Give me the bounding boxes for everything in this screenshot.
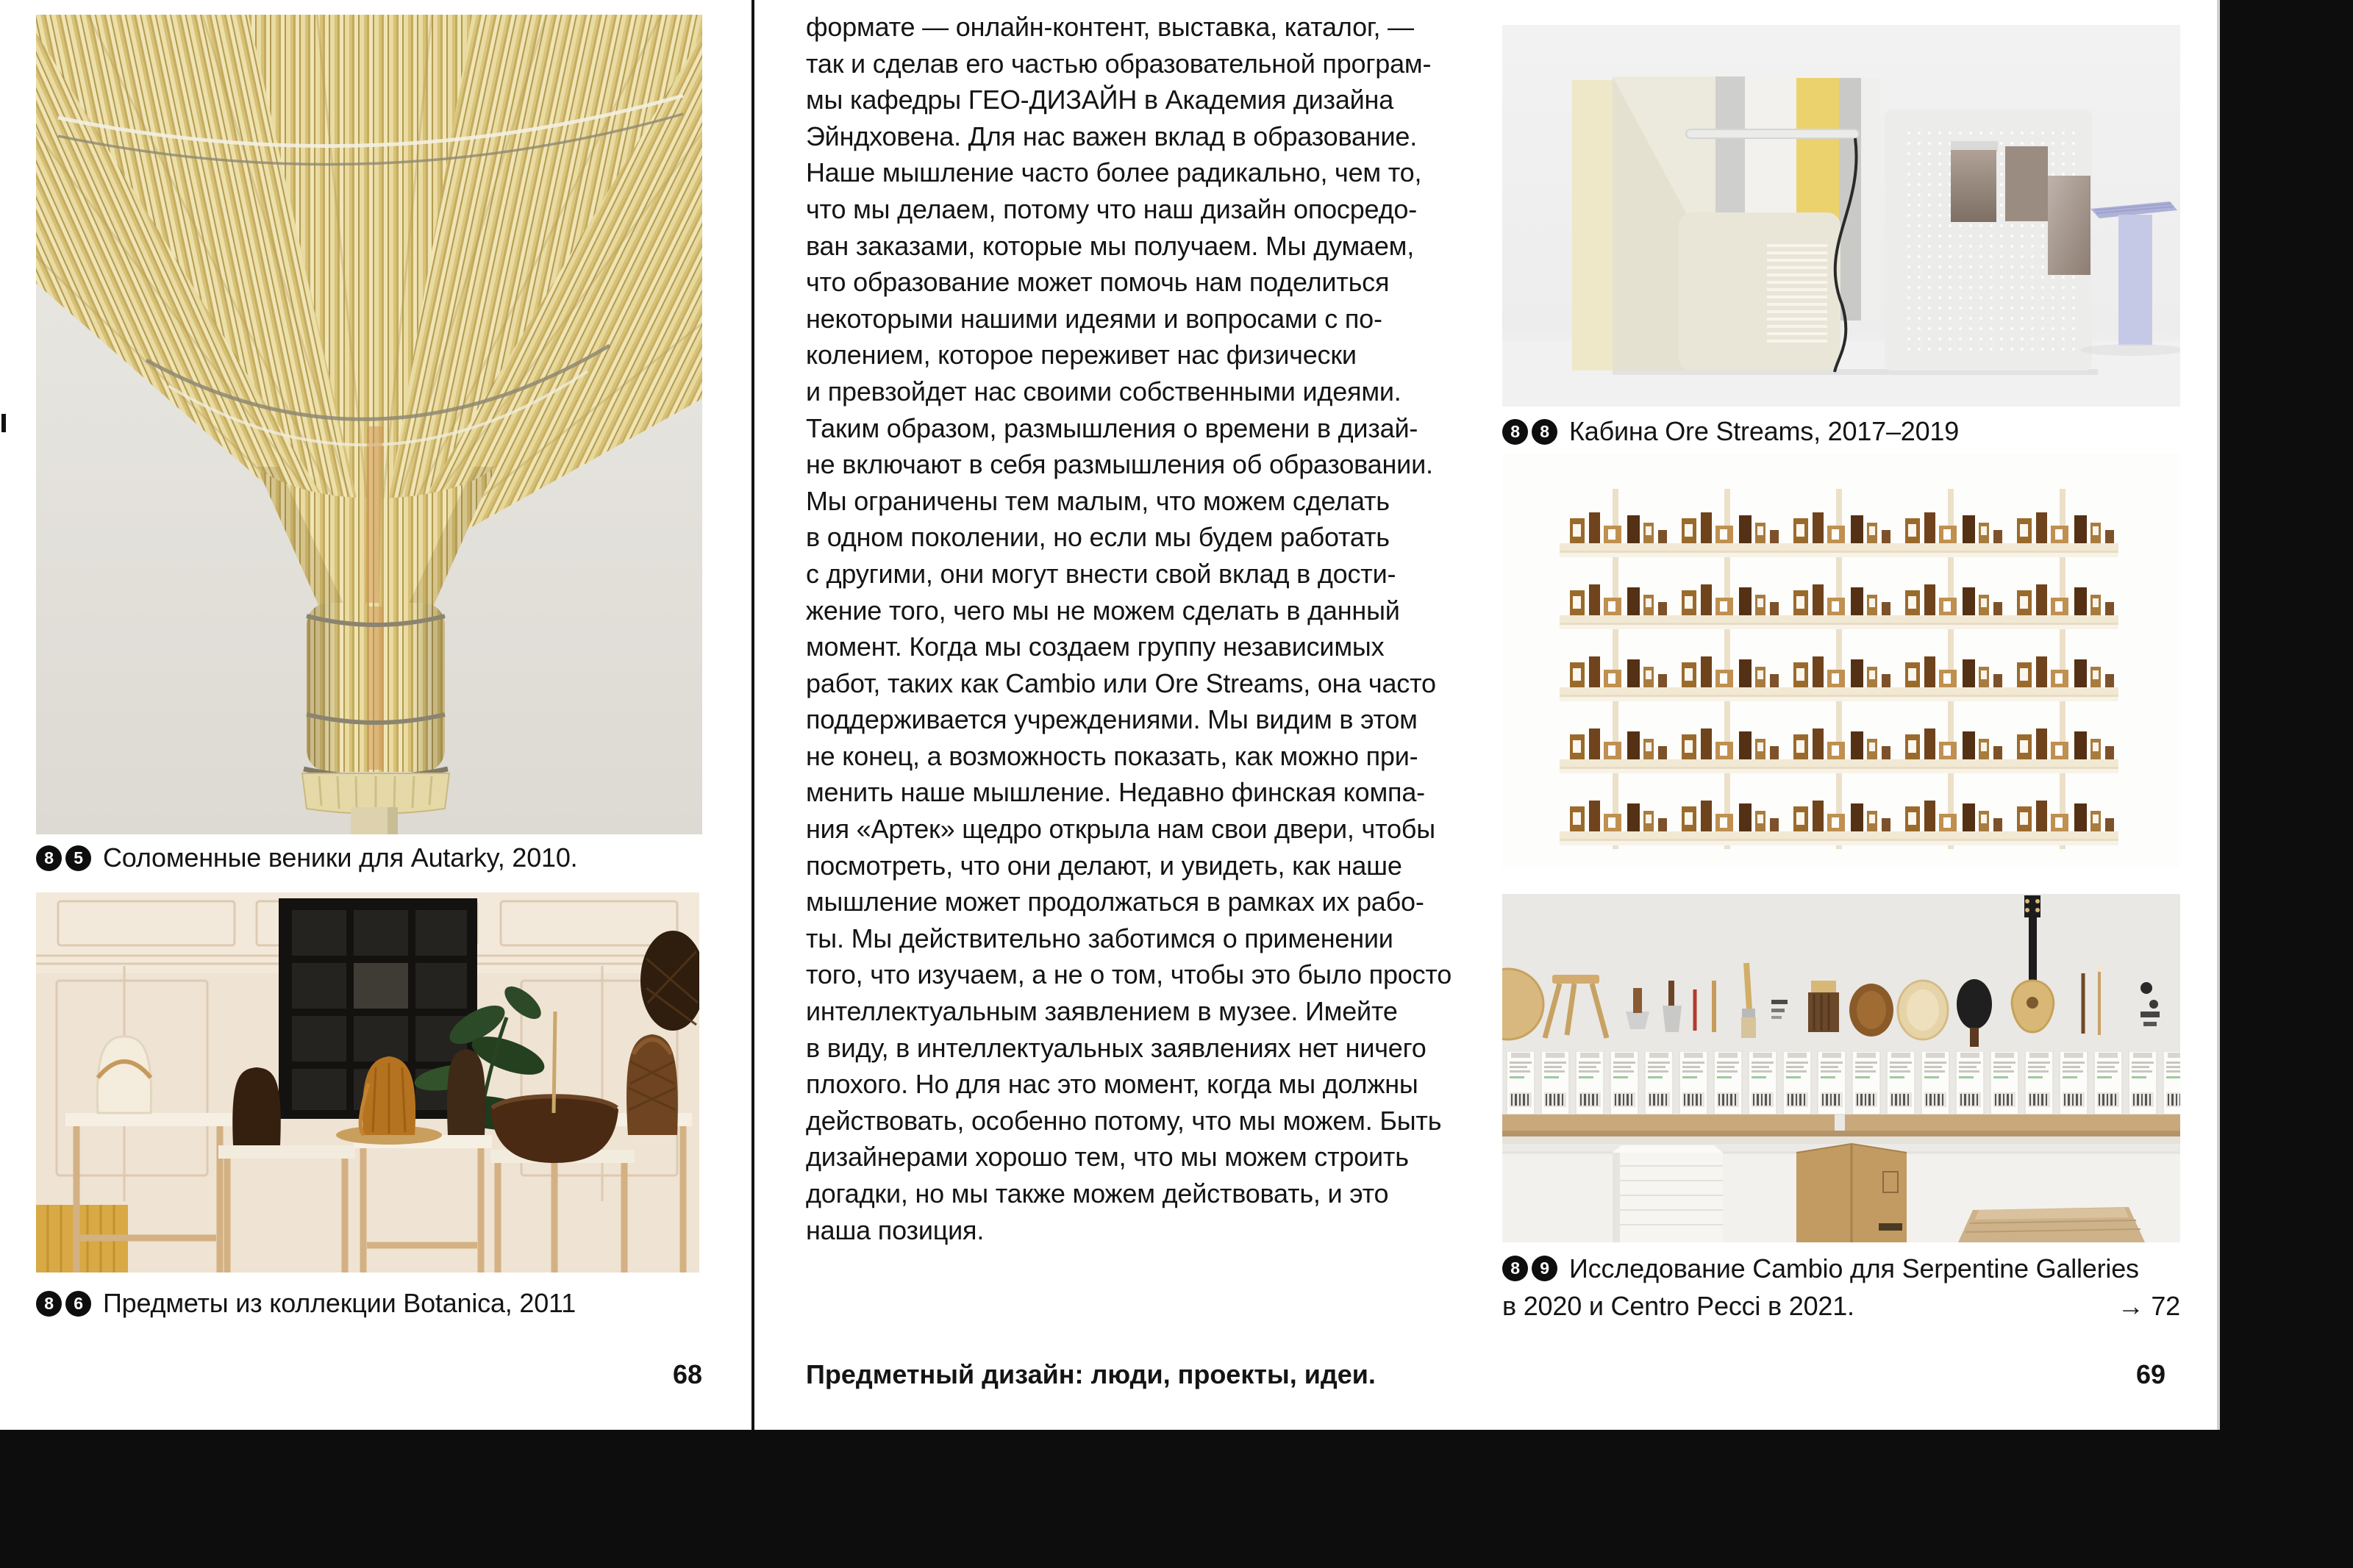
caption-text: Предметы из коллекции Botanica, 2011 — [103, 1288, 576, 1318]
paragraph-line: Эйндховена. Для нас важен вклад в образование. — [806, 121, 1418, 151]
caption-text: Исследование Cambio для Serpentine Galleries — [1569, 1253, 2139, 1284]
paragraph-line: догадки, но мы также можем действовать, и это — [806, 1178, 1389, 1209]
figure-broom-photo — [36, 15, 702, 834]
page-number-right: 69 — [2135, 1359, 2165, 1389]
mars-photo — [2048, 176, 2090, 275]
paragraph-line: менить наше мышление. Недавно финская компа- — [806, 777, 1425, 808]
cardboard-sheet-stack — [1958, 1207, 2145, 1242]
paragraph-line: жение того, чего мы не можем сделать в данный — [806, 595, 1400, 626]
paragraph-line: с другими, они могут внести свой вклад в дости- — [806, 558, 1396, 589]
page-gutter-rule — [751, 0, 754, 1430]
paragraph-line: действовать, особенно потому, что мы можем. Быть — [806, 1105, 1442, 1136]
right-trim-bar — [2220, 0, 2353, 1568]
caption-number-badge: 8 9 — [1502, 1256, 1557, 1281]
paragraph-line: Мы ограничены тем малым, что можем сделать — [806, 485, 1390, 516]
paragraph-line: Таким образом, размышления о времени в дизай- — [806, 412, 1418, 443]
caption-number-badge: 8 8 — [1502, 419, 1557, 445]
figure-ore-streams-photo — [1502, 25, 2180, 407]
figure-caption-broom — [36, 842, 702, 873]
figure-caption-cambio — [1502, 1250, 2180, 1325]
paragraph-line: того, что изучаем, а не о том, чтобы это было просто — [806, 959, 1452, 990]
mars-photo — [2005, 146, 2048, 221]
bottom-trim-bar — [0, 1430, 2353, 1568]
caption-text: Кабина Ore Streams, 2017–2019 — [1569, 416, 1960, 446]
paragraph-line: не включают в себя размышления об образовании. — [806, 449, 1433, 480]
caption-text-line2: в 2020 и Centro Pecci в 2021. — [1502, 1290, 1854, 1321]
paragraph-line: плохого. Но для нас это момент, когда мы должны — [806, 1069, 1418, 1100]
cross-reference-arrow: → 72 — [2117, 1290, 2180, 1321]
paragraph-line: колением, которое переживет нас физически — [806, 340, 1357, 370]
paragraph-line: мы кафедры ГЕО-ДИЗАЙН в Академия дизайна — [806, 85, 1394, 115]
paragraph-line: Наше мышление часто более радикально, чем то, — [806, 157, 1422, 188]
caption-number-badge: 8 5 — [36, 845, 91, 871]
shelves-illustration — [1502, 454, 2180, 868]
paragraph-line: формате — онлайн-контент, выставка, каталог, — — [806, 12, 1414, 42]
paragraph-line: ния «Артек» щедро открыла нам свои двери, чтобы — [806, 814, 1435, 845]
botanica-illustration — [36, 892, 699, 1272]
mars-photo — [1951, 150, 1996, 222]
figure-caption-botanica — [36, 1288, 702, 1319]
caption-number-badge: 8 6 — [36, 1291, 91, 1317]
paragraph-line: интеллектуальным заявлением в музее. Имейте — [806, 996, 1398, 1027]
paragraph-line: ван заказами, которые мы получаем. Мы думаем, — [806, 230, 1415, 261]
left-edge-mark — [1, 414, 6, 432]
desk-lamp — [1686, 129, 1859, 138]
ore-streams-illustration — [1502, 25, 2180, 407]
page-number-left: 68 — [672, 1359, 702, 1389]
figure-cambio-photo — [1502, 894, 2180, 1242]
paragraph-line: ты. Мы действительно заботимся о применении — [806, 923, 1393, 953]
paragraph-line: и превзойдет нас своими собственными идеями. — [806, 376, 1402, 407]
paragraph-line: дизайнерами хорошо тем, что мы можем строить — [806, 1142, 1409, 1173]
paragraph-line: наша позиция. — [806, 1214, 985, 1245]
paragraph-line: работ, таких как Cambio или Ore Streams, она часто — [806, 667, 1436, 698]
paragraph-line: поддерживается учреждениями. Мы видим в этом — [806, 704, 1418, 735]
paragraph-line: что мы делаем, потому что наш дизайн опосредо- — [806, 193, 1417, 224]
running-title: Предметный дизайн: люди, проекты, идеи. — [806, 1359, 1376, 1389]
paragraph-line: мышление может продолжаться в рамках их рабо- — [806, 887, 1424, 917]
paragraph-line: некоторыми нашими идеями и вопросами с по- — [806, 303, 1382, 334]
article-text — [806, 9, 1490, 1248]
figure-caption-ore-streams — [1502, 416, 2180, 447]
paper-stack — [1613, 1145, 1723, 1242]
paragraph-line: момент. Когда мы создаем группу независимых — [806, 631, 1385, 662]
paragraph-line: в одном поколении, но если мы будем работать — [806, 522, 1390, 553]
cambio-illustration — [1502, 894, 2180, 1242]
paragraph-line: что образование может помочь нам поделиться — [806, 267, 1390, 298]
paragraph-line: в виду, в интеллектуальных заявлениях нет ничего — [806, 1032, 1427, 1063]
caption-text: Соломенные веники для Autarky, 2010. — [103, 842, 578, 873]
broom-illustration — [36, 15, 702, 834]
paragraph-line: так и сделав его частью образовательной програм- — [806, 48, 1432, 79]
figure-shelves-photo — [1502, 454, 2180, 868]
paragraph-line: посмотреть, что они делают, и увидеть, как наше — [806, 850, 1402, 881]
cardboard-box — [1796, 1144, 1907, 1242]
paragraph-line: не конец, а возможность показать, как можно при- — [806, 740, 1418, 771]
figure-botanica-photo — [36, 892, 699, 1272]
